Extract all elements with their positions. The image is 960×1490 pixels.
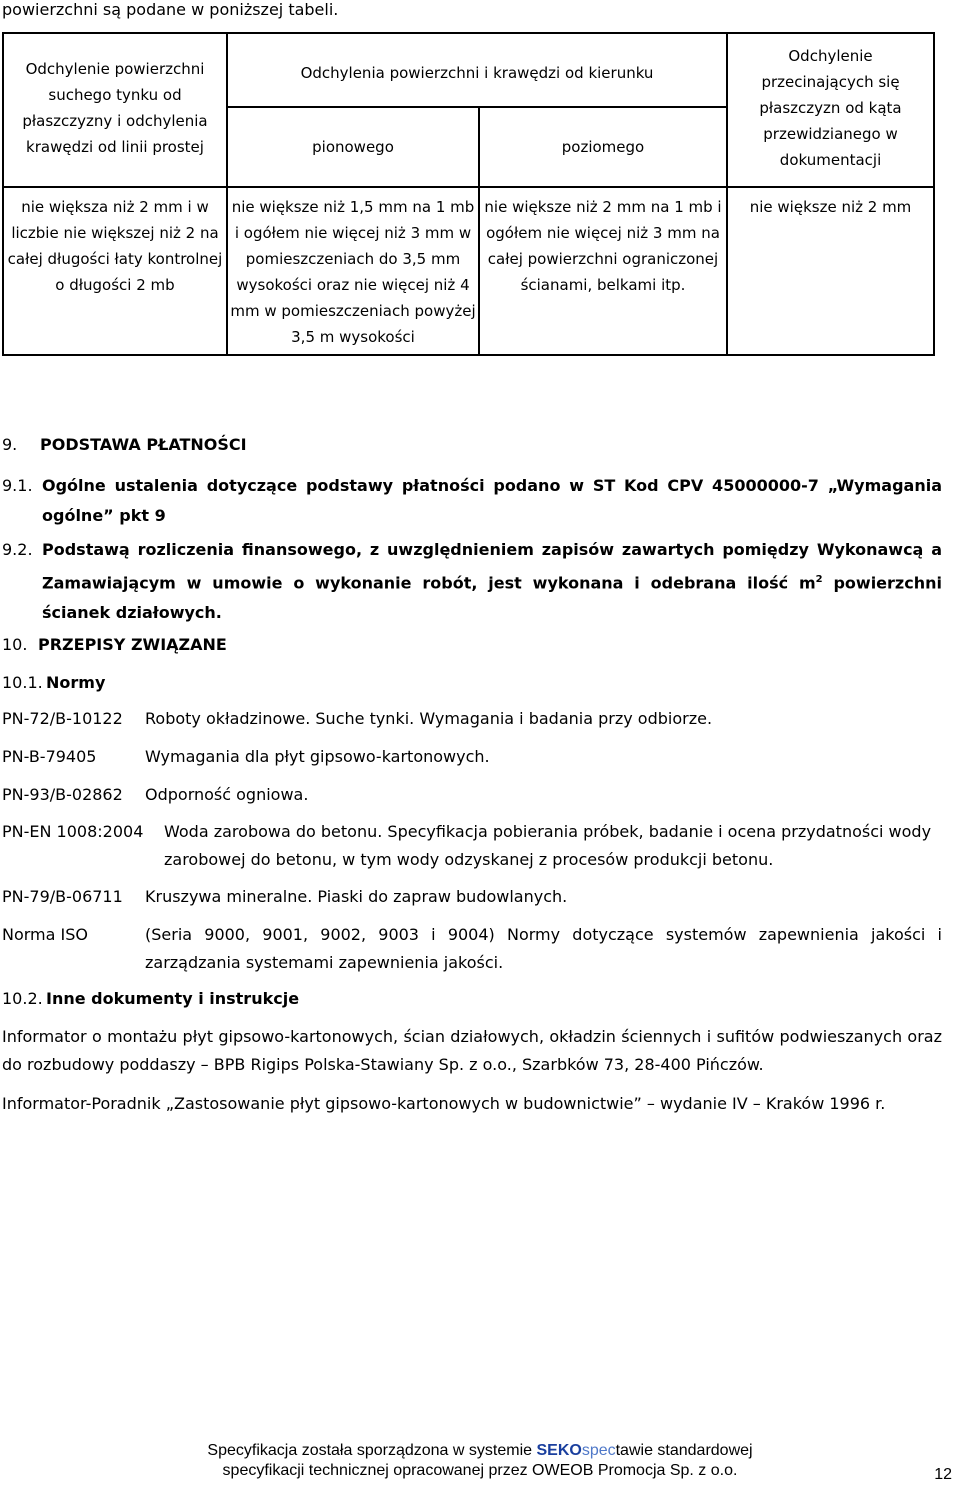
footer-line-2: specyfikacji technicznej opracowanej przez OWEOB Promocja Sp. z o.o. bbox=[222, 1462, 738, 1479]
norm-code: Norma ISO bbox=[2, 925, 88, 944]
norm-description: (Seria 9000, 9001, 9002, 9003 i 9004) Normy dotyczące systemów zapewnienia jakości i zarządzania systemami zapewnienia jakości. bbox=[145, 925, 942, 972]
norm-code: PN-EN 1008:2004 bbox=[2, 822, 144, 841]
table-header-horizontal: poziomego bbox=[479, 107, 727, 187]
footer-line-1: Specyfikacja została sporządzona w systemie SEKOspectawie standardowej bbox=[207, 1442, 753, 1459]
norm-code: PN-79/B-06711 bbox=[2, 887, 123, 906]
table-header-left: Odchylenie powierzchni suchego tynku od płaszczyzny i odchylenia krawędzi od linii prostej bbox=[3, 33, 227, 187]
table-cell-right: nie większe niż 2 mm bbox=[727, 187, 934, 355]
paragraph-9-2 bbox=[2, 535, 942, 628]
norm-row bbox=[2, 883, 942, 911]
norm-row bbox=[2, 818, 942, 874]
norm-row bbox=[2, 705, 942, 733]
section-10-2-heading bbox=[2, 988, 299, 1010]
norm-row bbox=[2, 781, 942, 809]
section-10-1-heading bbox=[2, 672, 105, 694]
deviation-table bbox=[2, 32, 935, 356]
table-header-mid: Odchylenia powierzchni i krawędzi od kierunku bbox=[227, 33, 727, 107]
norm-code: PN-B-79405 bbox=[2, 747, 97, 766]
section-9-heading bbox=[2, 434, 247, 456]
section-10-1-number: 10.1. bbox=[2, 673, 43, 692]
norm-row bbox=[2, 921, 942, 977]
document-reference: Informator-Poradnik „Zastosowanie płyt gipsowo-kartonowych w budownictwie” – wydanie IV – Kraków 1996 r. bbox=[2, 1094, 886, 1113]
paragraph-9-2-text: Podstawą rozliczenia finansowego, z uwzględnieniem zapisów zawartych pomiędzy Wykonawcą a Zamawiającym w umowie o wykonanie robót, jest wykonana i odebrana ilość $m^2$ powierzchni ścianek działowych. bbox=[42, 540, 942, 623]
norm-description: Kruszywa mineralne. Piaski do zapraw budowlanych. bbox=[145, 887, 568, 906]
norm-description: Roboty okładzinowe. Suche tynki. Wymagania i badania przy odbiorze. bbox=[145, 709, 713, 728]
section-9-number: 9. bbox=[2, 435, 18, 454]
norm-description: Wymagania dla płyt gipsowo-kartonowych. bbox=[145, 747, 490, 766]
table-header-vertical: pionowego bbox=[227, 107, 479, 187]
norm-code: PN-72/B-10122 bbox=[2, 709, 123, 728]
section-10-2-number: 10.2. bbox=[2, 989, 43, 1008]
section-9-title: PODSTAWA PŁATNOŚCI bbox=[40, 435, 247, 454]
section-10-title: PRZEPISY ZWIĄZANE bbox=[38, 635, 227, 654]
norm-row bbox=[2, 743, 942, 771]
paragraph-9-2-number: 9.2. bbox=[2, 540, 33, 559]
top-text: powierzchni są podane w poniższej tabeli. bbox=[2, 0, 339, 19]
section-10-1-title: Normy bbox=[46, 673, 106, 692]
document-reference: Informator o montażu płyt gipsowo-kartonowych, ścian działowych, okładzin ściennych i sufitów podwieszanych oraz do rozbudowy poddaszy – BPB Rigips Polska-Stawiany Sp. z o.o., Szarbków 73, 28-400 Pińczów. bbox=[2, 1027, 942, 1074]
norm-description: Woda zarobowa do betonu. Specyfikacja pobierania próbek, badanie i ocena przydatności wody zarobowej do betonu, w tym wody odzyskanej z procesów produkcji betonu. bbox=[164, 822, 932, 869]
page-number: 12 bbox=[934, 1466, 952, 1483]
table-header-right: Odchylenie przecinających się płaszczyzn od kąta przewidzianego w dokumentacji bbox=[727, 33, 934, 187]
sekospec-logo-text: SEKO bbox=[536, 1442, 582, 1459]
section-10-heading bbox=[2, 634, 227, 656]
paragraph-9-1 bbox=[2, 471, 942, 531]
section-10-2-title: Inne dokumenty i instrukcje bbox=[46, 989, 300, 1008]
paragraph-9-1-number: 9.1. bbox=[2, 476, 33, 495]
norm-description: Odporność ogniowa. bbox=[145, 785, 309, 804]
table-cell-left: nie większa niż 2 mm i w liczbie nie większej niż 2 na całej długości łaty kontrolnej o długości 2 mb bbox=[3, 187, 227, 355]
section-10-number: 10. bbox=[2, 635, 28, 654]
table-cell-vertical: nie większe niż 1,5 mm na 1 mb i ogółem nie więcej niż 3 mm w pomieszczeniach do 3,5 mm wysokości oraz nie więcej niż 4 mm w pomieszczeniach powyżej 3,5 m wysokości bbox=[227, 187, 479, 355]
norm-code: PN-93/B-02862 bbox=[2, 785, 123, 804]
table-cell-horizontal: nie większe niż 2 mm na 1 mb i ogółem nie więcej niż 3 mm na całej powierzchni ograniczonej ścianami, belkami itp. bbox=[479, 187, 727, 355]
paragraph-9-1-text: Ogólne ustalenia dotyczące podstawy płatności podano w ST Kod CPV 45000000-7 „Wymagania ogólne” pkt 9 bbox=[42, 476, 942, 525]
